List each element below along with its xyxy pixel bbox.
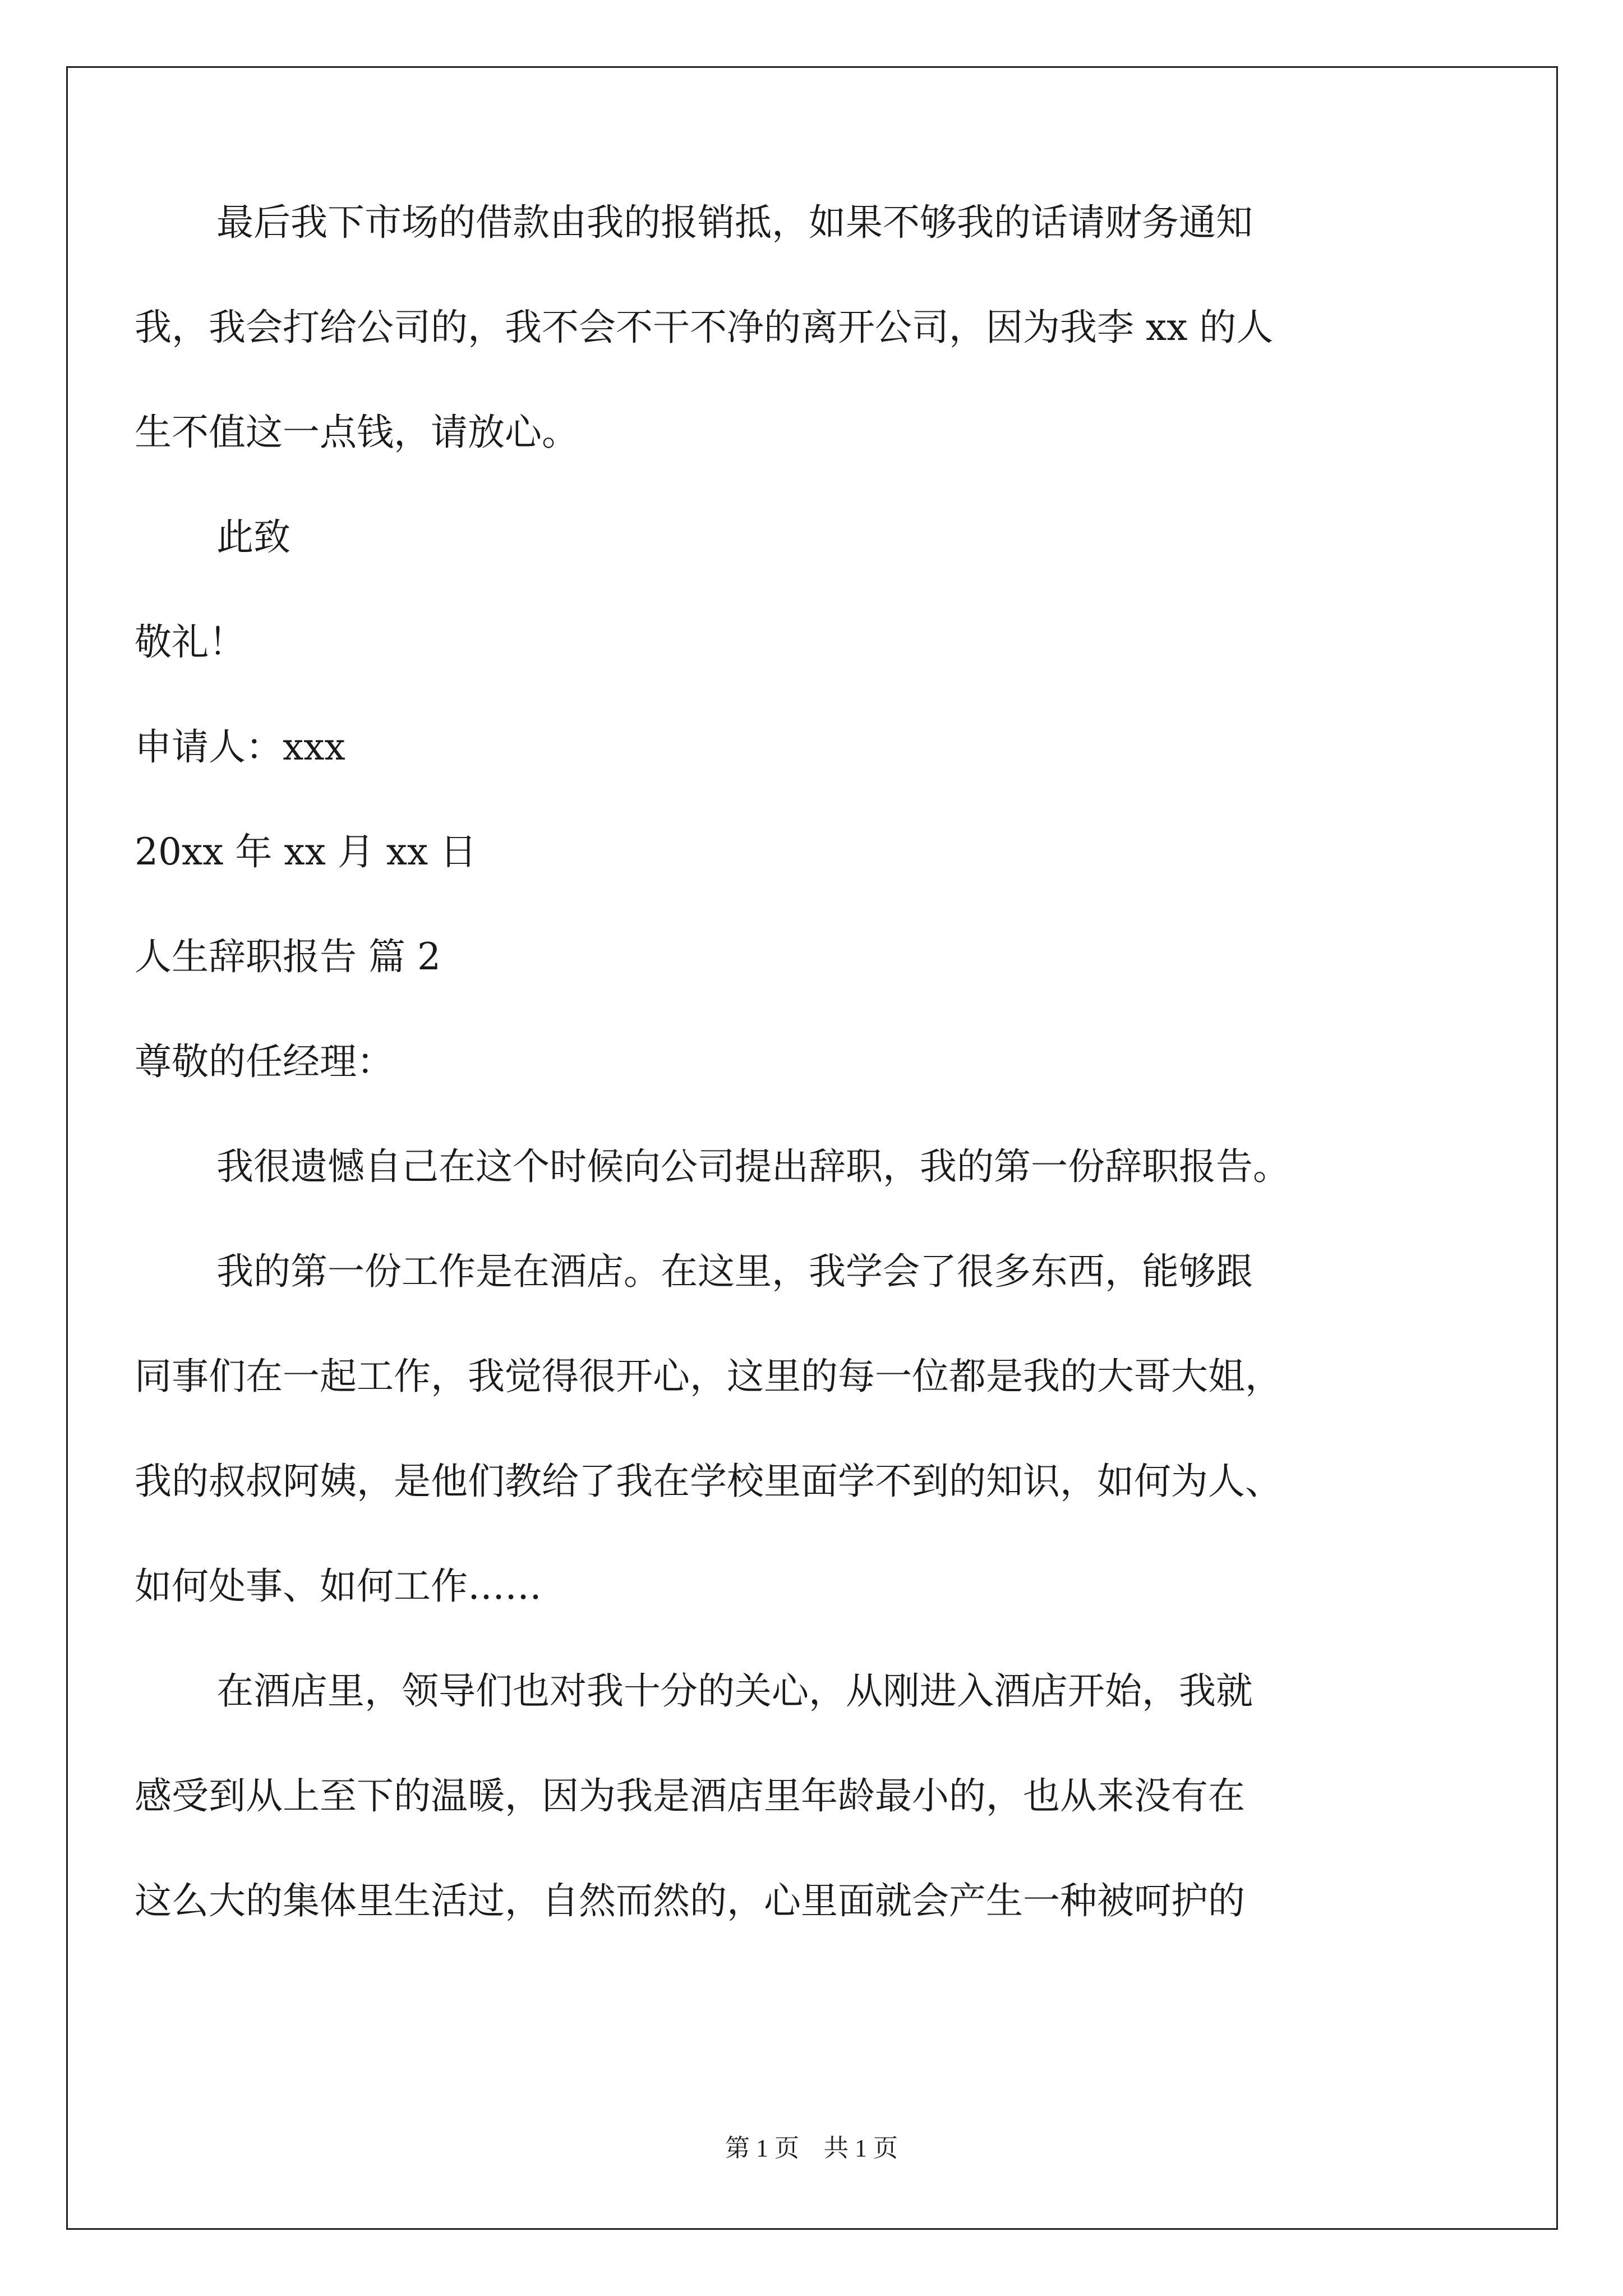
closing-regards: 敬礼！ [135, 620, 246, 664]
paragraph-line: 我的叔叔阿姨，是他们教给了我在学校里面学不到的知识，如何为人、 [135, 1460, 1282, 1503]
page-number-footer: 第 1 页 共 1 页 [725, 2134, 898, 2162]
greeting-line: 尊敬的任经理： [135, 1040, 394, 1083]
paragraph-line: 我，我会打给公司的，我不会不干不净的离开公司，因为我李 xx 的人 [135, 306, 1274, 349]
paragraph-line: 生不值这一点钱，请放心。 [135, 411, 579, 454]
paragraph-line: 感受到从上至下的温暖，因为我是酒店里年龄最小的，也从来没有在 [135, 1774, 1245, 1818]
closing-salutation: 此致 [216, 516, 291, 559]
paragraph-line: 在酒店里，领导们也对我十分的关心，从刚进入酒店开始，我就 [216, 1669, 1253, 1713]
paragraph-line: 同事们在一起工作，我觉得很开心，这里的每一位都是我的大哥大姐， [135, 1355, 1282, 1398]
paragraph-line: 这么大的集体里生活过，自然而然的，心里面就会产生一种被呵护的 [135, 1879, 1245, 1922]
section-heading: 人生辞职报告 篇 2 [135, 935, 441, 978]
paragraph-line: 我很遗憾自己在这个时候向公司提出辞职，我的第一份辞职报告。 [216, 1145, 1290, 1188]
paragraph-line: 如何处事、如何工作…… [135, 1565, 542, 1608]
paragraph-line: 我的第一份工作是在酒店。在这里，我学会了很多东西，能够跟 [216, 1250, 1253, 1293]
paragraph-line: 最后我下市场的借款由我的报销抵，如果不够我的话请财务通知 [216, 201, 1253, 244]
date-line: 20xx 年 xx 月 xx 日 [135, 830, 477, 873]
applicant-line: 申请人：xxx [135, 725, 345, 769]
